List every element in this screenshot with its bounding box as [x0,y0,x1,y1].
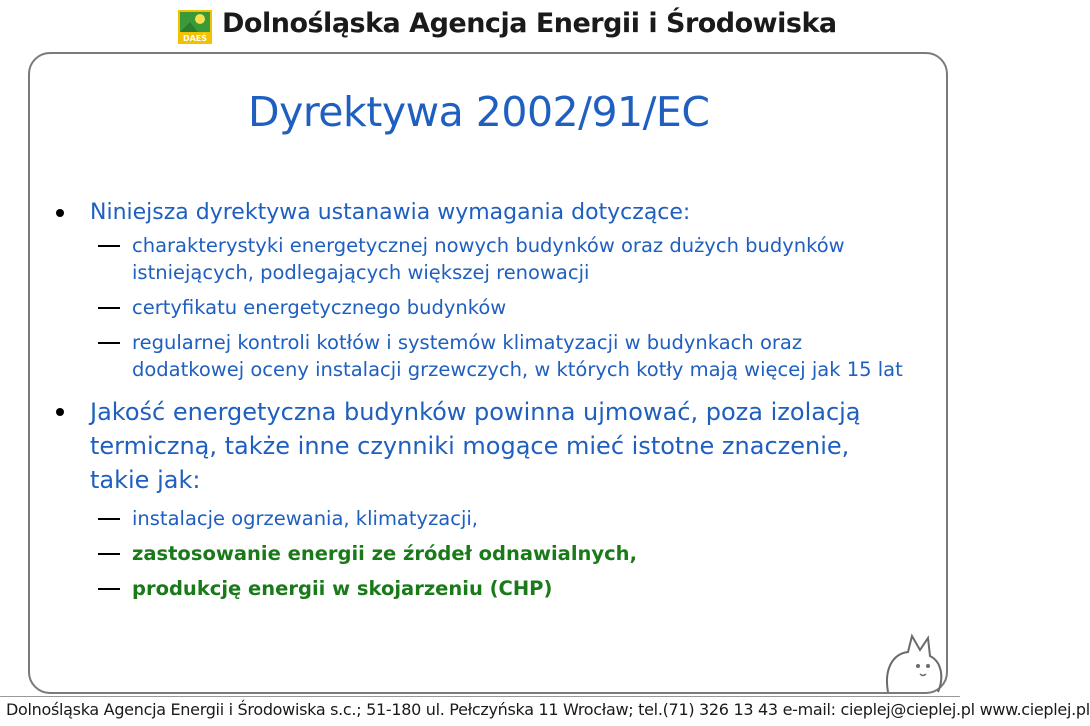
footer-divider [0,696,960,697]
sub-item-text: produkcję energii w skojarzeniu (CHP) [132,577,553,600]
sub-item [56,294,916,321]
sub-item-text: zastosowanie energii ze źródeł odnawialnych, [132,542,637,565]
sub-item [56,540,916,567]
dash-icon [98,307,120,309]
sub-item-text: regularnej kontroli kotłów i systemów klimatyzacji w budynkach oraz dodatkowej oceny instalacji grzewczych, w których kotły mają więcej jak 15 lat [132,331,903,381]
dash-icon [98,588,120,590]
organization-name: Dolnośląska Agencja Energii i Środowiska [222,8,837,39]
sub-item [56,575,916,602]
daes-logo-icon [178,10,212,44]
cat-mascot-icon [878,630,950,696]
dash-icon [98,342,120,344]
bullet-item [56,395,916,497]
footer-contact: Dolnośląska Agencja Energii i Środowiska s.c.; 51-180 ul. Pełczyńska 11 Wrocław; tel.(71) 326 13 43 e-mail: cieplej@cieplej.pl www.cieplej.pl [6,700,1090,719]
dash-icon [98,518,120,520]
bullet-dot-icon [56,209,64,217]
slide-title: Dyrektywa 2002/91/EC [248,88,710,136]
sub-item [56,232,916,286]
sub-item-text: instalacje ogrzewania, klimatyzacji, [132,507,479,530]
sub-item-text: certyfikatu energetycznego budynków [132,296,507,319]
slide-content [56,198,916,602]
bullet-text: Niniejsza dyrektywa ustanawia wymagania dotyczące: [90,200,691,225]
bullet-dot-icon [56,408,64,416]
page-header [0,0,960,48]
bullet-item [56,198,916,228]
sub-item-text: charakterystyki energetycznej nowych budynków oraz dużych budynków istniejących, podlegających większej renowacji [132,234,845,284]
dash-icon [98,553,120,555]
dash-icon [98,245,120,247]
sub-item [56,329,916,383]
logo-text: DAEŚ [182,34,208,43]
sub-item [56,505,916,532]
bullet-text: Jakość energetyczna budynków powinna ujmować, poza izolacją termiczną, także inne czynniki mogące mieć istotne znaczenie, takie jak: [90,398,861,494]
